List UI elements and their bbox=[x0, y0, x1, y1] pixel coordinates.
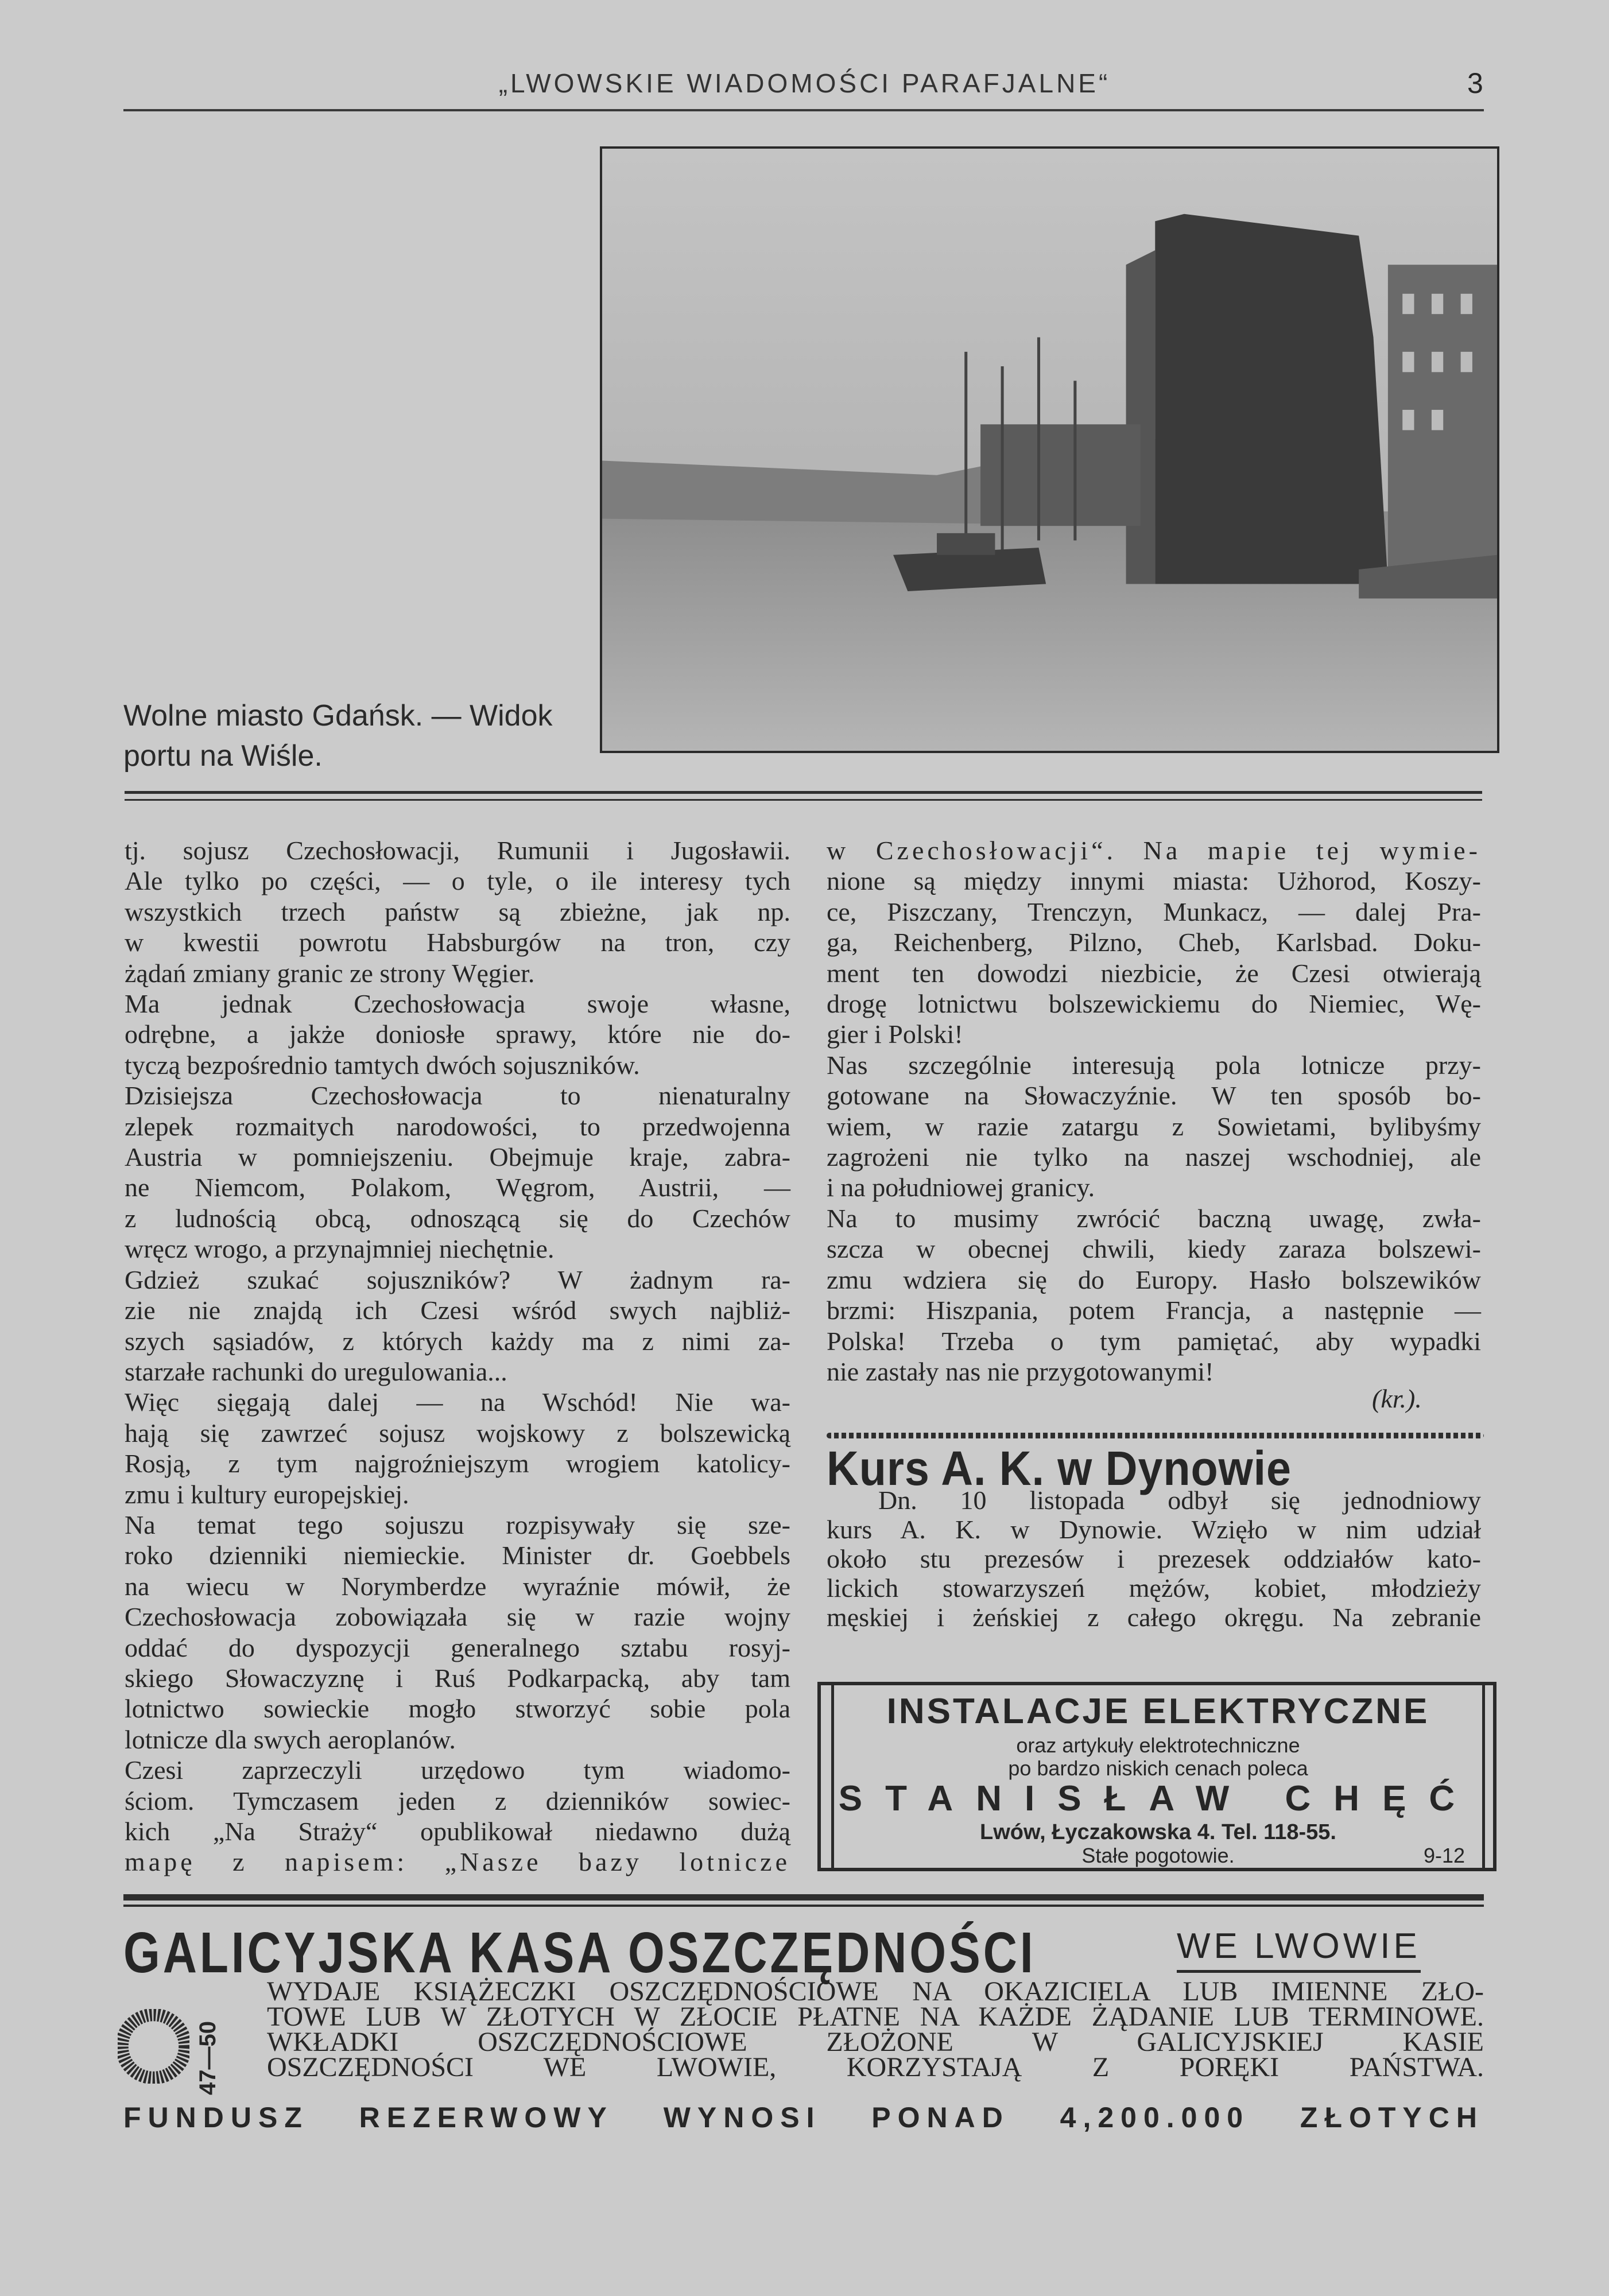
text-line: Polska! Trzeba o tym pamiętać, aby wypadki bbox=[827, 1326, 1481, 1356]
text-line: zie nie znajdą ich Czesi wśród swych najbliż- bbox=[125, 1296, 790, 1325]
paragraph bbox=[125, 1510, 790, 1755]
text-line: Czesi zaprzeczyli urzędowo tym wiadomo- bbox=[125, 1755, 790, 1785]
ad-address: Lwów, Łyczakowska 4. Tel. 118-55. bbox=[980, 1820, 1336, 1844]
text-line: mapę z napisem: „Nasze bazy lotnicze bbox=[125, 1847, 790, 1877]
text-line: oddać do dyspozycji generalnego sztabu rosyj- bbox=[125, 1632, 790, 1662]
text-line: starzałe rachunki do uregulowania... bbox=[125, 1356, 507, 1386]
text-line: tyczą bezpośrednio tamtych dwóch sojuszników. bbox=[125, 1050, 640, 1080]
text-line: żądań zmiany granic ze strony Węgier. bbox=[125, 958, 535, 988]
text-line: ga, Reichenberg, Pilzno, Cheb, Karlsbad. Doku- bbox=[827, 928, 1481, 957]
ad-line: Stałe pogotowie. bbox=[1081, 1844, 1235, 1867]
running-head-title: „LWOWSKIE WIADOMOŚCI PARAFJALNE“ bbox=[498, 68, 1111, 98]
ad-code: 9-12 bbox=[1423, 1844, 1465, 1867]
bank-ad-body bbox=[267, 1976, 1484, 2082]
text-line: nie zastały nas nie przygotowanymi! bbox=[827, 1356, 1214, 1386]
text-line: zlepek rozmaitych narodowości, to przedwojenna bbox=[125, 1111, 790, 1141]
paragraph bbox=[125, 835, 790, 988]
text-line: nione są między innymi miasta: Użhorod, Koszy- bbox=[827, 866, 1481, 896]
page-number: 3 bbox=[1467, 67, 1483, 99]
text-line: zagrożeni nie tylko na naszej wschodniej, ale bbox=[827, 1142, 1481, 1172]
electric-installation-ad bbox=[817, 1682, 1496, 1871]
text-line: Ale tylko po części, — o tyle, o ile interesy tych bbox=[125, 866, 790, 896]
text-line: około stu prezesów i prezesek oddziałów kato- bbox=[827, 1544, 1481, 1573]
paragraph bbox=[827, 1203, 1481, 1387]
text-line: Nas szczególnie interesują pola lotnicze przy- bbox=[827, 1050, 1481, 1080]
bank-logo-icon bbox=[118, 2009, 189, 2084]
paragraph bbox=[125, 1265, 790, 1387]
paragraph bbox=[125, 1387, 790, 1510]
text-line: zmu i kultury europejskiej. bbox=[125, 1479, 409, 1509]
text-line: hają się zawrzeć sojusz wojskowy z bolszewicką bbox=[125, 1418, 790, 1448]
ad-line: po bardzo niskich cenach poleca bbox=[1008, 1756, 1308, 1780]
text-line: Czechosłowacja zobowiązała się w razie wojny bbox=[125, 1602, 790, 1632]
text-line: ment ten dowodzi niezbicie, że Czesi otwierają bbox=[827, 958, 1481, 988]
text-line: szcza w obecnej chwili, kiedy zaraza bolszewi- bbox=[827, 1234, 1481, 1264]
text-line: gotowane na Słowaczyźnie. W ten sposób bo- bbox=[827, 1081, 1481, 1111]
paragraph bbox=[125, 1080, 790, 1264]
text-line: Więc sięgają dalej — na Wschód! Nie wa- bbox=[125, 1387, 790, 1417]
text-line: kich „Na Straży“ opublikował niedawno dużą bbox=[125, 1817, 790, 1846]
text-line: z ludnością obcą, odnoszącą się do Czechów bbox=[125, 1203, 790, 1233]
text-line: gier i Polski! bbox=[827, 1019, 963, 1049]
text-line: OSZCZĘDNOŚCI WE LWOWIE, KORZYSTAJĄ Z PORĘKI PAŃSTWA. bbox=[267, 2052, 1484, 2082]
bank-ad-rule bbox=[123, 1894, 1484, 1901]
text-line: na wiecu w Norymberdze wyraźnie mówił, że bbox=[125, 1571, 790, 1601]
text-line: szych sąsiadów, z których każdy ma z nimi za- bbox=[125, 1326, 790, 1356]
text-line: TOWE LUB W ZŁOTYCH W ZŁOCIE PŁATNE NA KAŻDE ŻĄDANIE LUB TERMINOWE. bbox=[267, 2002, 1484, 2032]
bank-ad-reserve-fund: FUNDUSZ REZERWOWY WYNOSI PONAD 4,200.000 ZŁOTYCH bbox=[123, 2101, 1484, 2134]
caption-line: portu na Wiśle. bbox=[123, 739, 323, 773]
text-line: odrębne, a jakże doniosłe sprawy, które nie do- bbox=[125, 1019, 790, 1049]
text-line: WKŁADKI OSZCZĘDNOŚCIOWE ZŁOŻONE W GALICYJSKIEJ KASIE bbox=[267, 2027, 1484, 2057]
text-line: ściom. Tymczasem jeden z dzienników sowiec- bbox=[125, 1786, 790, 1816]
photo-image bbox=[602, 149, 1497, 751]
section-rule-top bbox=[125, 791, 1482, 794]
text-line: lotnicze dla swych aeroplanów. bbox=[125, 1724, 456, 1754]
text-line: lickich stowarzyszeń mężów, kobiet, młodzieży bbox=[827, 1573, 1481, 1603]
text-line: w kwestii powrotu Habsburgów na tron, czy bbox=[125, 928, 790, 957]
text-line: wszystkich trzech państw są zbieżne, jak np. bbox=[125, 897, 790, 926]
photo-caption bbox=[123, 696, 583, 776]
caption-line: Wolne miasto Gdańsk. — Widok bbox=[123, 699, 553, 732]
text-line: w Czechosłowacji“. Na mapie tej wymie- bbox=[827, 836, 1481, 865]
ad-line: oraz artykuły elektrotechniczne bbox=[1016, 1733, 1300, 1757]
paragraph bbox=[125, 988, 790, 1080]
paragraph bbox=[125, 1755, 790, 1878]
bank-ad-title: GALICYJSKA KASA OSZCZĘDNOŚCI bbox=[123, 1921, 1036, 1985]
text-line: Ma jednak Czechosłowacja swoje własne, bbox=[125, 989, 790, 1019]
kurs-article-body bbox=[827, 1486, 1481, 1632]
section-rule-bottom bbox=[125, 799, 1482, 801]
text-line: Rosją, z tym najgroźniejszym wrogiem katolicy- bbox=[125, 1449, 790, 1479]
text-line: męskiej i żeńskiej z całego okręgu. Na zebranie bbox=[827, 1603, 1481, 1632]
text-line: zmu wdziera się do Europy. Hasło bolszewików bbox=[827, 1265, 1481, 1294]
text-line: wiem, w razie zatargu z Sowietami, bylibyśmy bbox=[827, 1111, 1481, 1141]
text-line: Dn. 10 listopada odbył się jednodniowy bbox=[878, 1486, 1481, 1515]
text-line: Na temat tego sojuszu rozpisywały się sze- bbox=[125, 1510, 790, 1539]
text-line: skiego Słowaczyznę i Ruś Podkarpacką, aby tam bbox=[125, 1663, 790, 1693]
text-line: drogę lotnictwu bolszewickiemu do Niemiec, Wę- bbox=[827, 989, 1481, 1019]
bank-ad-code: 47—50 bbox=[195, 2021, 220, 2095]
text-line: brzmi: Hiszpania, potem Francja, a następnie — bbox=[827, 1296, 1481, 1325]
ad-merchant-name: STANISŁAW CHĘĆ bbox=[838, 1779, 1478, 1818]
header-rule bbox=[123, 109, 1484, 111]
bank-ad-rule-thin bbox=[123, 1905, 1484, 1907]
text-line: Gdzież szukać sojuszników? W żadnym ra- bbox=[125, 1265, 790, 1294]
ornamental-divider bbox=[827, 1433, 1484, 1438]
author-signature: (kr.). bbox=[1372, 1384, 1422, 1413]
photo-gdansk-port bbox=[600, 146, 1499, 753]
text-line: ce, Piszczany, Trenczyn, Munkacz, — dalej Pra- bbox=[827, 897, 1481, 926]
kurs-headline: Kurs A. K. w Dynowie bbox=[827, 1441, 1292, 1495]
article-left-column bbox=[125, 835, 790, 1878]
paragraph bbox=[827, 835, 1481, 1050]
paragraph bbox=[827, 1050, 1481, 1203]
bank-ad-city: WE LWOWIE bbox=[1177, 1926, 1421, 1973]
text-line: i na południowej granicy. bbox=[827, 1173, 1095, 1203]
text-line: wręcz wrogo, a przynajmniej niechętnie. bbox=[125, 1234, 555, 1264]
text-line: roko dzienniki niemieckie. Minister dr. Goebbels bbox=[125, 1541, 790, 1570]
text-line: Na to musimy zwrócić baczną uwagę, zwła- bbox=[827, 1203, 1481, 1233]
text-line: lotnictwo sowieckie mogło stworzyć sobie pola bbox=[125, 1694, 790, 1724]
ad-title: INSTALACJE ELEKTRYCZNE bbox=[886, 1692, 1430, 1731]
article-right-column bbox=[827, 835, 1481, 1387]
text-line: WYDAJE KSIĄŻECZKI OSZCZĘDNOŚCIOWE NA OKAZICIELA LUB IMIENNE ZŁO- bbox=[267, 1976, 1484, 2007]
text-line: Austria w pomniejszeniu. Obejmuje kraje, zabra- bbox=[125, 1142, 790, 1172]
text-line: Dzisiejsza Czechosłowacja to nienaturalny bbox=[125, 1081, 790, 1111]
text-line: tj. sojusz Czechosłowacji, Rumunii i Jugosławii. bbox=[125, 836, 790, 865]
text-line: kurs A. K. w Dynowie. Wzięło w nim udział bbox=[827, 1515, 1481, 1544]
text-line: ne Niemcom, Polakom, Węgrom, Austrii, — bbox=[125, 1173, 790, 1203]
